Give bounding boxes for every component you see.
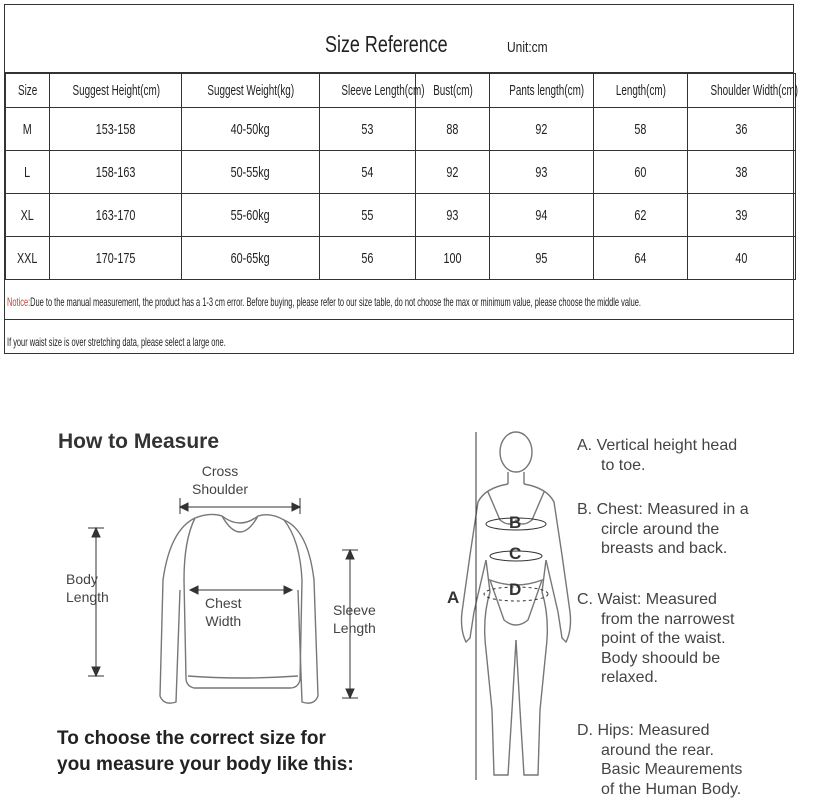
cross-shoulder-arrow: [180, 498, 300, 514]
table-cell: 36: [688, 108, 796, 151]
notice-row: [5, 285, 793, 320]
header-cell: Pants length(cm): [490, 74, 594, 108]
table-cell: 39: [688, 194, 796, 237]
cross-shoulder-label: Cross Shoulder: [192, 463, 249, 497]
header-cell: Suggest Height(cm): [50, 74, 182, 108]
header-cell: Bust(cm): [416, 74, 490, 108]
measure-guide: [0, 380, 800, 800]
header-cell: Suggest Weight(kg): [182, 74, 320, 108]
table-cell: 58: [594, 108, 688, 151]
body-length-label: Body Length: [66, 571, 109, 605]
measurement-a: A. Vertical height head to toe.: [577, 437, 738, 474]
letter-a: A: [447, 588, 460, 607]
header-cell: Length(cm): [594, 74, 688, 108]
measurement-d: D. Hips: Measured around the rear. Basic Meaurements of the Human Body.: [577, 722, 743, 798]
table-cell: 62: [594, 194, 688, 237]
table-cell: 50-55kg: [182, 151, 320, 194]
letter-d: D: [509, 580, 522, 599]
table-cell: 60-65kg: [182, 237, 320, 280]
table-cell: 158-163: [50, 151, 182, 194]
table-cell: 54: [320, 151, 416, 194]
guide-title: How to Measure: [58, 430, 220, 453]
header-cell: Size: [6, 74, 50, 108]
sleeve-length-label: Sleeve Length: [333, 602, 376, 636]
waist-note: If your waist size is over stretching data, please select a large one.: [7, 335, 226, 349]
size-cell: L: [6, 151, 50, 194]
notice-label: Notice:: [7, 295, 31, 309]
table-cell: 60: [594, 151, 688, 194]
notice-body: Due to the manual measurement, the product has a 1-3 cm error. Before buying, please refer to our size table, do not choose the max or minimum value, please choose the middle value.: [30, 295, 641, 309]
table-cell: 92: [416, 151, 490, 194]
table-cell: 170-175: [50, 237, 182, 280]
size-cell: M: [6, 108, 50, 151]
human-figure: [462, 432, 571, 775]
unit-label: Unit:cm: [507, 39, 548, 56]
table-cell: 40-50kg: [182, 108, 320, 151]
table-cell: 55-60kg: [182, 194, 320, 237]
measurement-b: B. Chest: Measured in a circle around the breasts and back.: [577, 501, 749, 557]
size-cell: XL: [6, 194, 50, 237]
table-row: [6, 108, 796, 151]
table-cell: 38: [688, 151, 796, 194]
bottom-instruction: To choose the correct size for you measure your body like this:: [57, 728, 354, 775]
chest-width-label: Chest Width: [205, 595, 242, 629]
table-row: [6, 151, 796, 194]
size-cell: XXL: [6, 237, 50, 280]
table-cell: 163-170: [50, 194, 182, 237]
notice-text: [7, 295, 641, 309]
table-cell: 94: [490, 194, 594, 237]
table-cell: 95: [490, 237, 594, 280]
table-cell: 55: [320, 194, 416, 237]
measurement-c: C. Waist: Measured from the narrowest point of the waist. Body shoould be relaxed.: [577, 591, 735, 686]
header-row: [6, 74, 796, 108]
letter-c: C: [509, 544, 522, 563]
chest-width-arrow: [190, 586, 292, 594]
header-cell: Sleeve Length(cm): [320, 74, 416, 108]
table-row: [6, 237, 796, 280]
table-cell: 153-158: [50, 108, 182, 151]
table-cell: 40: [688, 237, 796, 280]
header-cell: Shoulder Width(cm): [688, 74, 796, 108]
table-cell: 88: [416, 108, 490, 151]
table-row: [6, 194, 796, 237]
table-cell: 100: [416, 237, 490, 280]
letter-b: B: [509, 513, 522, 532]
table-cell: 92: [490, 108, 594, 151]
table-cell: 53: [320, 108, 416, 151]
size-table: [4, 4, 799, 354]
table-cell: 93: [416, 194, 490, 237]
table-cell: 93: [490, 151, 594, 194]
table-title: Size Reference: [325, 31, 448, 57]
table-title-row: [5, 5, 793, 73]
size-grid: [5, 73, 799, 280]
table-cell: 64: [594, 237, 688, 280]
table-cell: 56: [320, 237, 416, 280]
